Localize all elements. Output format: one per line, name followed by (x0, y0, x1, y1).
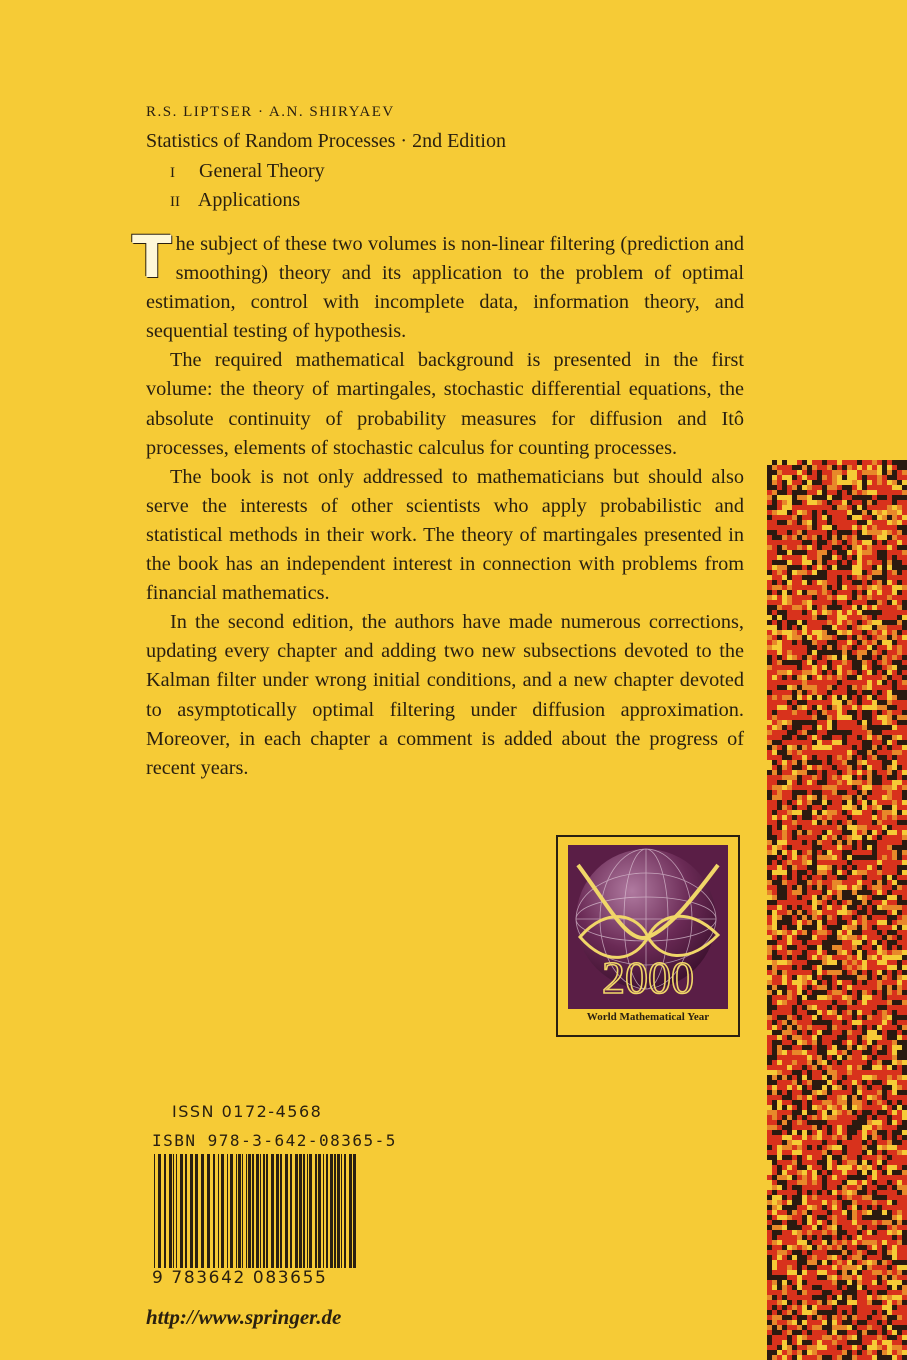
globe-infinity-icon (568, 845, 728, 1009)
world-mathematical-year-logo (556, 835, 740, 1037)
barcode-digits: 9 783642 083655 (152, 1268, 328, 1288)
decorative-noise-strip (767, 460, 907, 1360)
authors: R.S. LIPTSER · A.N. SHIRYAEV (146, 104, 395, 120)
year-text: 2000 (602, 952, 694, 1003)
volume-item (170, 160, 325, 183)
description (132, 223, 744, 783)
volume-label: General Theory (199, 160, 325, 182)
isbn: ISBN 978-3-642-08365-5 (152, 1131, 397, 1150)
barcode (152, 1154, 360, 1268)
volume-numeral: II (170, 194, 180, 210)
volume-item (170, 189, 300, 212)
dropcap: T (132, 223, 172, 291)
volume-numeral: I (170, 165, 175, 181)
description-paragraph: The subject of these two volumes is non-linear filtering (prediction and smoothing) theory and its application to the problem of optimal estimation, control with incomplete data, information theory, and sequential testing of hypothesis. (132, 223, 744, 343)
description-paragraph: The book is not only addressed to mathematicians but should also serve the interests of other scientists who apply probabilistic and statistical methods in their work. The theory of martingales presented in the book has an independent interest in connection with problems from financial mathematics. (146, 465, 744, 605)
logo-caption: World Mathematical Year (586, 1011, 710, 1023)
description-paragraph: The required mathematical background is presented in the first volume: the theory of martingales, stochastic differential equations, the absolute continuity of probability measures for diffusion and Itô processes, elements of stochastic calculus for counting processes. (146, 349, 744, 459)
description-paragraph: In the second edition, the authors have made numerous corrections, updating every chapter and adding two new subsections devoted to the Kalman filter under wrong initial conditions, and a new chapter devoted to asymptotically optimal filtering under diffusion approximation. Moreover, in each chapter a comment is added about the progress of recent years. (146, 611, 744, 779)
book-title: Statistics of Random Processes · 2nd Edition (146, 130, 506, 152)
issn: ISSN 0172-4568 (172, 1102, 323, 1121)
publisher-url[interactable]: http://www.springer.de (146, 1305, 342, 1329)
volume-label: Applications (197, 189, 301, 211)
